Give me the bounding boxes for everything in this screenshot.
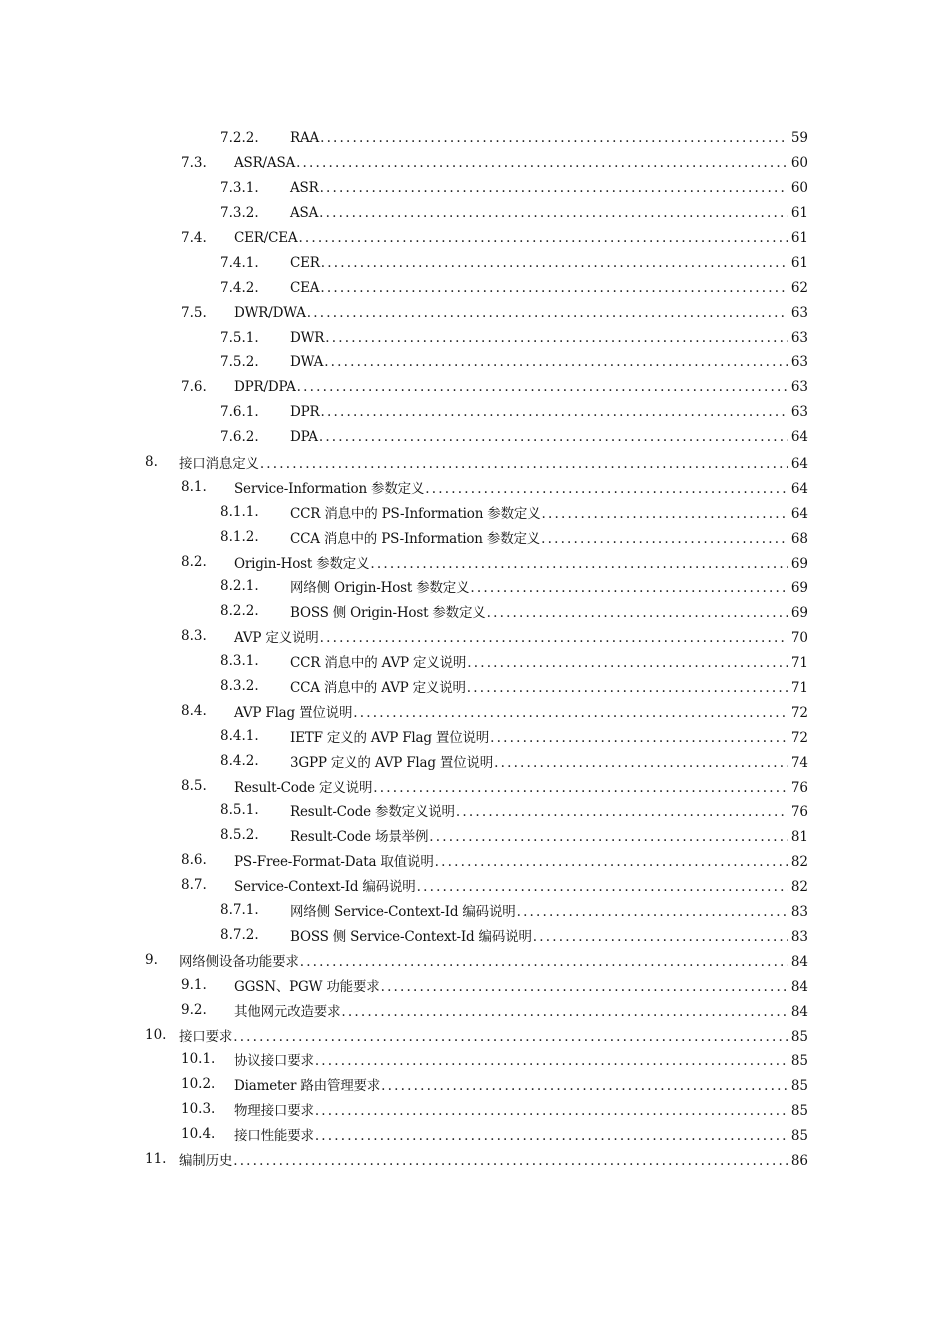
toc-entry-title[interactable]: Origin-Host 参数定义 bbox=[234, 555, 370, 572]
toc-entry-title[interactable]: AVP 定义说明 bbox=[234, 630, 319, 647]
toc-entry-page-number[interactable]: 84 bbox=[790, 1003, 808, 1020]
toc-dot-leader bbox=[542, 506, 788, 522]
toc-entry-body bbox=[290, 601, 808, 621]
toc-entry-title[interactable]: RAA bbox=[290, 130, 320, 147]
toc-entry-title[interactable]: PS-Free-Format-Data 取值说明 bbox=[234, 854, 434, 871]
toc-entry[interactable] bbox=[0, 972, 950, 997]
toc-dot-leader bbox=[320, 630, 788, 646]
toc-dot-leader bbox=[533, 929, 788, 945]
toc-dot-leader bbox=[490, 730, 788, 746]
toc-entry-page-number[interactable]: 86 bbox=[790, 1152, 808, 1169]
toc-entry-number: 8.2.1. bbox=[220, 578, 259, 595]
toc-dot-leader bbox=[353, 705, 788, 721]
toc-dot-leader bbox=[467, 655, 788, 671]
toc-entry-title[interactable]: DPA bbox=[290, 429, 318, 446]
toc-entry[interactable] bbox=[0, 947, 950, 972]
toc-entry-body bbox=[234, 1099, 808, 1119]
toc-entry-number: 9.2. bbox=[181, 1001, 207, 1018]
toc-dot-leader bbox=[297, 379, 788, 395]
toc-entry-title[interactable]: 其他网元改造要求 bbox=[234, 1003, 341, 1020]
toc-entry-body bbox=[290, 800, 808, 820]
toc-entry[interactable] bbox=[0, 176, 950, 201]
toc-entry-body bbox=[234, 477, 808, 497]
toc-entry-body bbox=[290, 354, 808, 370]
toc-entry-page-number[interactable]: 84 bbox=[790, 978, 808, 995]
toc-entry-number: 8.3.1. bbox=[220, 653, 259, 670]
toc-entry-page-number[interactable]: 85 bbox=[790, 1053, 808, 1070]
toc-entry[interactable] bbox=[0, 798, 950, 823]
toc-entry-title[interactable]: DWR bbox=[290, 329, 325, 346]
toc-entry[interactable] bbox=[0, 698, 950, 723]
toc-dot-leader bbox=[298, 230, 787, 246]
toc-entry-body bbox=[234, 626, 808, 646]
toc-entry-page-number[interactable]: 68 bbox=[790, 530, 808, 547]
toc-entry-number: 8.5. bbox=[181, 777, 207, 794]
toc-dot-leader bbox=[320, 280, 787, 296]
toc-entry-number: 9.1. bbox=[181, 976, 207, 993]
toc-entry-number: 8.4. bbox=[181, 702, 207, 719]
toc-entry[interactable] bbox=[0, 474, 950, 499]
table-of-contents bbox=[0, 126, 950, 1171]
toc-entry-number: 10. bbox=[145, 1026, 167, 1043]
toc-dot-leader bbox=[370, 556, 787, 572]
toc-dot-leader bbox=[467, 680, 788, 696]
toc-entry-page-number[interactable]: 69 bbox=[790, 555, 808, 572]
toc-entry-body bbox=[234, 379, 808, 395]
toc-dot-leader bbox=[320, 404, 787, 420]
toc-entry-title[interactable]: 接口要求 bbox=[179, 1028, 233, 1045]
toc-dot-leader bbox=[341, 1004, 787, 1020]
toc-entry[interactable] bbox=[0, 425, 950, 450]
toc-entry-title[interactable]: GGSN、PGW 功能要求 bbox=[234, 978, 380, 995]
toc-dot-leader bbox=[321, 255, 788, 271]
toc-entry-page-number[interactable]: 85 bbox=[790, 1028, 808, 1045]
toc-entry-number: 7.4.2. bbox=[220, 279, 259, 296]
toc-entry-page-number[interactable]: 64 bbox=[790, 456, 808, 473]
toc-entry-page-number[interactable]: 83 bbox=[790, 928, 808, 945]
toc-dot-leader bbox=[487, 605, 788, 621]
toc-entry-title[interactable]: CCR 消息中的 PS-Information 参数定义 bbox=[290, 505, 541, 522]
toc-dot-leader bbox=[319, 429, 788, 445]
toc-entry-number: 7.3.1. bbox=[220, 180, 259, 197]
toc-entry-title[interactable]: ASR bbox=[290, 180, 319, 197]
toc-entry-body bbox=[179, 1149, 808, 1169]
toc-entry-number: 8.3.2. bbox=[220, 678, 259, 695]
toc-entry[interactable] bbox=[0, 549, 950, 574]
toc-dot-leader bbox=[300, 954, 788, 970]
toc-entry-body bbox=[290, 726, 808, 746]
toc-entry[interactable] bbox=[0, 873, 950, 898]
toc-entry-number: 7.5. bbox=[181, 304, 207, 321]
toc-entry-body bbox=[234, 776, 808, 796]
toc-entry-page-number[interactable]: 59 bbox=[790, 130, 808, 147]
toc-entry-title[interactable]: DWR/DWA bbox=[234, 304, 306, 321]
toc-entry-number: 8.4.2. bbox=[220, 752, 259, 769]
toc-entry-title[interactable]: 3GPP 定义的 AVP Flag 置位说明 bbox=[290, 754, 494, 771]
toc-dot-leader bbox=[470, 580, 787, 596]
toc-entry-title[interactable]: DPR bbox=[290, 404, 320, 421]
toc-entry-page-number[interactable]: 71 bbox=[790, 655, 808, 672]
toc-entry-title[interactable]: CCA 消息中的 AVP 定义说明 bbox=[290, 680, 466, 697]
toc-entry[interactable] bbox=[0, 151, 950, 176]
toc-entry-body bbox=[234, 975, 808, 995]
toc-entry-page-number[interactable]: 81 bbox=[790, 829, 808, 846]
toc-entry-body bbox=[234, 875, 808, 895]
toc-entry[interactable] bbox=[0, 275, 950, 300]
toc-dot-leader bbox=[429, 829, 788, 845]
toc-entry[interactable] bbox=[0, 574, 950, 599]
toc-entry-body bbox=[234, 155, 808, 171]
toc-entry-title[interactable]: Result-Code 场景举例 bbox=[290, 829, 429, 846]
toc-entry[interactable] bbox=[0, 1147, 950, 1172]
toc-entry-body bbox=[290, 280, 808, 296]
toc-entry-page-number[interactable]: 83 bbox=[790, 904, 808, 921]
toc-entry-body bbox=[234, 1074, 808, 1094]
toc-entry-page-number[interactable]: 61 bbox=[790, 205, 808, 222]
toc-dot-leader bbox=[373, 780, 788, 796]
toc-dot-leader bbox=[315, 1128, 788, 1144]
toc-entry-page-number[interactable]: 85 bbox=[790, 1078, 808, 1095]
toc-entry[interactable] bbox=[0, 723, 950, 748]
toc-dot-leader bbox=[425, 481, 788, 497]
toc-dot-leader bbox=[320, 180, 788, 196]
toc-entry-title[interactable]: 接口消息定义 bbox=[179, 456, 259, 473]
toc-entry[interactable] bbox=[0, 1122, 950, 1147]
toc-entry-body bbox=[290, 404, 808, 420]
toc-entry-number: 7.6. bbox=[181, 379, 207, 396]
toc-entry-body bbox=[179, 1025, 808, 1045]
toc-entry-page-number[interactable]: 76 bbox=[790, 779, 808, 796]
toc-dot-leader bbox=[233, 1029, 788, 1045]
toc-entry[interactable] bbox=[0, 499, 950, 524]
toc-entry-number: 7.2.2. bbox=[220, 130, 259, 147]
toc-dot-leader bbox=[417, 879, 788, 895]
toc-entry[interactable] bbox=[0, 848, 950, 873]
toc-dot-leader bbox=[541, 531, 788, 547]
toc-dot-leader bbox=[381, 979, 788, 995]
toc-entry-page-number[interactable]: 64 bbox=[790, 429, 808, 446]
toc-dot-leader bbox=[517, 904, 788, 920]
toc-entry-body bbox=[290, 576, 808, 596]
toc-entry-number: 7.4. bbox=[181, 230, 207, 246]
toc-entry-page-number[interactable]: 82 bbox=[790, 879, 808, 896]
toc-entry-body bbox=[234, 552, 808, 572]
toc-entry-title[interactable]: ASR/ASA bbox=[234, 155, 296, 172]
toc-entry-title[interactable]: Service-Information 参数定义 bbox=[234, 480, 425, 497]
toc-dot-leader bbox=[494, 755, 788, 771]
toc-entry-title[interactable]: Diameter 路由管理要求 bbox=[234, 1078, 381, 1095]
toc-entry-title[interactable]: IETF 定义的 AVP Flag 置位说明 bbox=[290, 729, 490, 746]
toc-entry-title[interactable]: BOSS 侧 Service-Context-Id 编码说明 bbox=[290, 928, 532, 945]
toc-entry-number: 8.4.1. bbox=[220, 727, 259, 744]
toc-entry-page-number[interactable]: 61 bbox=[790, 254, 808, 271]
toc-entry-body bbox=[234, 701, 808, 721]
toc-entry[interactable] bbox=[0, 898, 950, 923]
toc-entry-title[interactable]: 接口性能要求 bbox=[234, 1128, 314, 1145]
toc-entry-page-number[interactable]: 82 bbox=[790, 854, 808, 871]
toc-entry-title[interactable]: CCR 消息中的 AVP 定义说明 bbox=[290, 655, 467, 672]
toc-entry-title[interactable]: CER/CEA bbox=[234, 230, 298, 246]
toc-entry[interactable] bbox=[0, 400, 950, 425]
toc-entry[interactable] bbox=[0, 997, 950, 1022]
toc-entry-number: 7.3. bbox=[181, 155, 207, 172]
toc-entry-number: 7.6.2. bbox=[220, 429, 259, 446]
toc-entry-title[interactable]: 协议接口要求 bbox=[234, 1053, 314, 1070]
toc-entry-body bbox=[234, 850, 808, 870]
toc-entry-page-number[interactable]: 63 bbox=[790, 354, 808, 371]
toc-dot-leader bbox=[324, 354, 788, 370]
toc-entry-title[interactable]: 网络侧 Service-Context-Id 编码说明 bbox=[290, 904, 516, 921]
toc-entry[interactable] bbox=[0, 1022, 950, 1047]
toc-entry-body bbox=[234, 230, 808, 246]
toc-entry-body bbox=[234, 1049, 808, 1069]
toc-entry-title[interactable]: 物理接口要求 bbox=[234, 1103, 314, 1120]
toc-entry-body bbox=[290, 900, 808, 920]
toc-entry-body bbox=[234, 1000, 808, 1020]
toc-entry-title[interactable]: 编制历史 bbox=[179, 1152, 233, 1169]
toc-entry[interactable] bbox=[0, 674, 950, 699]
toc-entry-title[interactable]: CEA bbox=[290, 279, 320, 296]
toc-dot-leader bbox=[307, 305, 788, 321]
toc-entry-title[interactable]: 网络侧设备功能要求 bbox=[179, 953, 299, 970]
toc-entry[interactable] bbox=[0, 325, 950, 350]
toc-entry[interactable] bbox=[0, 773, 950, 798]
toc-entry-page-number[interactable]: 70 bbox=[790, 630, 808, 647]
toc-dot-leader bbox=[325, 330, 788, 346]
toc-dot-leader bbox=[296, 155, 788, 171]
toc-entry-title[interactable]: CCA 消息中的 PS-Information 参数定义 bbox=[290, 530, 541, 547]
toc-entry-body bbox=[290, 255, 808, 271]
toc-dot-leader bbox=[456, 804, 788, 820]
toc-entry-page-number[interactable]: 71 bbox=[790, 680, 808, 697]
toc-entry[interactable] bbox=[0, 1072, 950, 1097]
toc-entry-number: 8.7.2. bbox=[220, 926, 259, 943]
toc-dot-leader bbox=[381, 1078, 788, 1094]
toc-entry-page-number[interactable]: 76 bbox=[790, 804, 808, 821]
toc-entry-number: 8.1. bbox=[181, 478, 207, 495]
toc-entry-body bbox=[290, 180, 808, 196]
toc-entry[interactable] bbox=[0, 1097, 950, 1122]
toc-entry-body bbox=[234, 1124, 808, 1144]
toc-entry-number: 7.4.1. bbox=[220, 254, 259, 271]
toc-entry-body bbox=[290, 429, 808, 445]
toc-entry-number: 8.2.2. bbox=[220, 603, 259, 620]
toc-entry[interactable] bbox=[0, 823, 950, 848]
toc-entry-title[interactable]: 网络侧 Origin-Host 参数定义 bbox=[290, 580, 470, 597]
toc-entry-title[interactable]: Result-Code 定义说明 bbox=[234, 779, 373, 796]
toc-entry-page-number[interactable]: 74 bbox=[790, 754, 808, 771]
toc-entry[interactable] bbox=[0, 624, 950, 649]
toc-entry-page-number[interactable]: 72 bbox=[790, 729, 808, 746]
toc-entry[interactable] bbox=[0, 923, 950, 948]
toc-entry-title[interactable]: ASA bbox=[290, 205, 319, 222]
toc-entry-number: 10.2. bbox=[181, 1076, 216, 1093]
toc-entry-title[interactable]: AVP Flag 置位说明 bbox=[234, 704, 353, 721]
toc-entry-title[interactable]: DPR/DPA bbox=[234, 379, 296, 396]
toc-entry-number: 7.6.1. bbox=[220, 404, 259, 421]
toc-entry-title[interactable]: Result-Code 参数定义说明 bbox=[290, 804, 455, 821]
toc-dot-leader bbox=[320, 130, 788, 146]
toc-entry-number: 8.1.2. bbox=[220, 528, 259, 545]
toc-entry-page-number[interactable]: 64 bbox=[790, 480, 808, 497]
toc-entry-title[interactable]: CER bbox=[290, 254, 320, 271]
toc-entry-body bbox=[179, 452, 808, 472]
toc-entry[interactable] bbox=[0, 1047, 950, 1072]
toc-entry-number: 7.5.1. bbox=[220, 329, 259, 346]
toc-entry-body bbox=[290, 825, 808, 845]
toc-dot-leader bbox=[319, 205, 788, 221]
toc-entry-body bbox=[290, 925, 808, 945]
toc-entry[interactable] bbox=[0, 375, 950, 400]
toc-entry[interactable] bbox=[0, 226, 950, 251]
toc-entry-page-number[interactable]: 60 bbox=[790, 180, 808, 197]
toc-entry-number: 8.7.1. bbox=[220, 902, 259, 919]
toc-entry-number: 8.5.1. bbox=[220, 802, 259, 819]
toc-entry[interactable] bbox=[0, 599, 950, 624]
toc-entry-body bbox=[290, 330, 808, 346]
toc-dot-leader bbox=[315, 1103, 788, 1119]
toc-entry-page-number[interactable]: 72 bbox=[790, 704, 808, 721]
toc-entry-number: 8.6. bbox=[181, 852, 207, 869]
toc-entry-body bbox=[290, 130, 808, 146]
toc-entry-number: 8. bbox=[145, 454, 158, 471]
toc-entry-body bbox=[290, 651, 808, 671]
toc-entry-body bbox=[290, 676, 808, 696]
toc-entry[interactable] bbox=[0, 649, 950, 674]
toc-entry[interactable] bbox=[0, 126, 950, 151]
toc-entry-number: 10.3. bbox=[181, 1101, 216, 1118]
toc-entry[interactable] bbox=[0, 748, 950, 773]
toc-entry-number: 8.5.2. bbox=[220, 827, 259, 844]
toc-dot-leader bbox=[315, 1053, 788, 1069]
toc-dot-leader bbox=[260, 456, 788, 472]
toc-entry-number: 9. bbox=[145, 951, 158, 968]
toc-entry-page-number[interactable]: 63 bbox=[790, 304, 808, 321]
toc-entry[interactable] bbox=[0, 350, 950, 375]
toc-entry-title[interactable]: Service-Context-Id 编码说明 bbox=[234, 879, 416, 896]
toc-entry-number: 10.1. bbox=[181, 1051, 216, 1068]
toc-entry-number: 8.3. bbox=[181, 628, 207, 645]
toc-entry-number: 8.7. bbox=[181, 877, 207, 894]
toc-dot-leader bbox=[435, 854, 788, 870]
toc-entry-page-number[interactable]: 69 bbox=[790, 605, 808, 622]
toc-entry-number: 7.5.2. bbox=[220, 354, 259, 371]
toc-entry-page-number[interactable]: 60 bbox=[790, 155, 808, 172]
toc-entry-number: 10.4. bbox=[181, 1126, 216, 1143]
toc-entry-page-number[interactable]: 64 bbox=[790, 505, 808, 522]
toc-entry-page-number[interactable]: 84 bbox=[790, 953, 808, 970]
toc-entry-body bbox=[179, 950, 808, 970]
toc-entry-page-number[interactable]: 63 bbox=[790, 404, 808, 421]
toc-entry[interactable] bbox=[0, 300, 950, 325]
toc-entry-number: 8.1.1. bbox=[220, 503, 259, 520]
toc-entry-body bbox=[290, 502, 808, 522]
toc-entry-page-number[interactable]: 63 bbox=[790, 329, 808, 346]
toc-entry-page-number[interactable]: 62 bbox=[790, 279, 808, 296]
toc-entry-page-number[interactable]: 61 bbox=[790, 230, 808, 246]
toc-entry-number: 7.3.2. bbox=[220, 205, 259, 222]
toc-dot-leader bbox=[233, 1153, 788, 1169]
toc-entry[interactable] bbox=[0, 524, 950, 549]
toc-entry-title[interactable]: BOSS 侧 Origin-Host 参数定义 bbox=[290, 605, 486, 622]
toc-entry-body bbox=[290, 751, 808, 771]
toc-entry-page-number[interactable]: 63 bbox=[790, 379, 808, 396]
toc-entry-page-number[interactable]: 69 bbox=[790, 580, 808, 597]
toc-entry[interactable] bbox=[0, 201, 950, 226]
toc-entry-page-number[interactable]: 85 bbox=[790, 1128, 808, 1145]
toc-entry-title[interactable]: DWA bbox=[290, 354, 324, 371]
toc-entry-page-number[interactable]: 85 bbox=[790, 1103, 808, 1120]
toc-entry-number: 11. bbox=[145, 1150, 167, 1167]
toc-entry-number: 8.2. bbox=[181, 553, 207, 570]
toc-entry[interactable] bbox=[0, 250, 950, 275]
toc-entry-body bbox=[234, 305, 808, 321]
toc-entry[interactable] bbox=[0, 450, 950, 475]
toc-entry-body bbox=[290, 205, 808, 221]
toc-entry-body bbox=[290, 527, 808, 547]
